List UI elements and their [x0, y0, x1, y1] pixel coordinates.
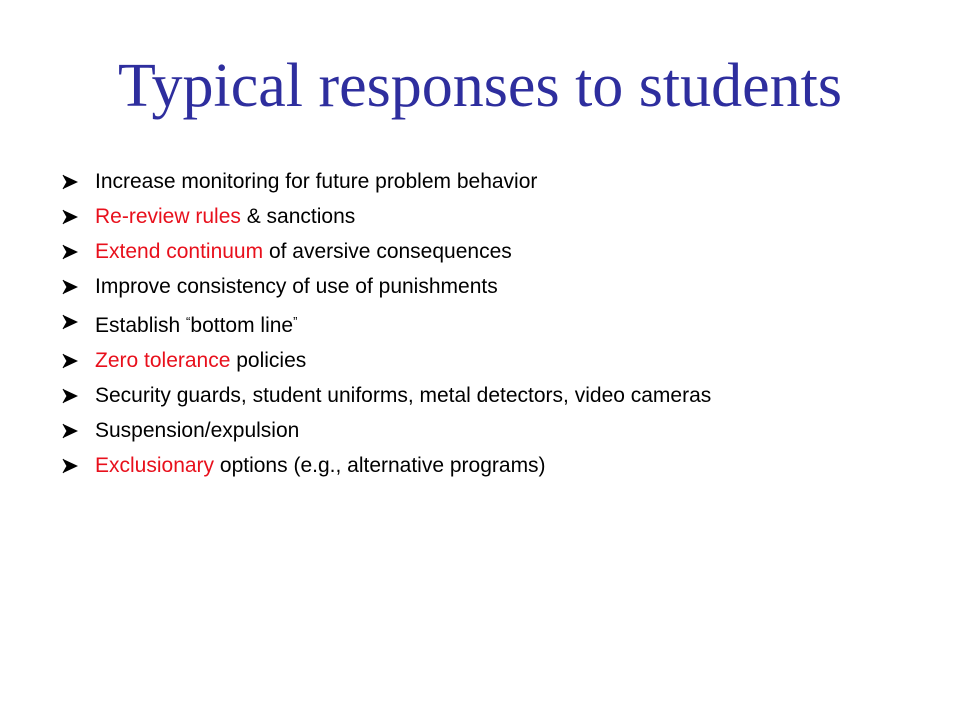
bullet-arrow-icon — [62, 310, 82, 336]
bullet-item — [62, 349, 822, 372]
bullet-arrow-icon — [62, 275, 82, 301]
bullet-text-segment: ” — [293, 314, 298, 329]
highlighted-phrase: Exclusionary — [95, 454, 215, 477]
bullet-item — [62, 205, 822, 228]
bullet-item — [62, 275, 822, 298]
bullet-arrow-icon — [62, 205, 82, 231]
bullet-arrow-icon — [62, 170, 82, 196]
bullet-text-segment: Suspension/expulsion — [95, 419, 300, 442]
bullet-text-segment: Security guards, student uniforms, metal detectors, video cameras — [95, 384, 712, 407]
slide-title: Typical responses to students — [117, 52, 843, 120]
bullet-item — [62, 170, 822, 193]
bullet-text-segment: Improve consistency of use of punishments — [95, 275, 498, 298]
bullet-text-segment: & sanctions — [240, 205, 356, 228]
bullet-text-segment: of aversive consequences — [263, 240, 512, 263]
bullet-text — [95, 205, 355, 228]
bullet-arrow-icon — [62, 419, 82, 445]
bullet-text — [95, 240, 512, 263]
bullet-text-segment: bottom line — [190, 314, 294, 337]
bullet-item — [62, 419, 822, 442]
bullet-text — [95, 419, 299, 442]
bullet-list — [62, 170, 822, 489]
bullet-text-segment: policies — [230, 349, 307, 372]
bullet-item — [62, 384, 822, 407]
highlighted-phrase: Extend continuum — [95, 240, 264, 263]
bullet-text-segment: “ — [186, 314, 191, 329]
bullet-text-segment: Increase monitoring for future problem behavior — [95, 170, 538, 193]
bullet-text-segment: Establish — [95, 314, 187, 337]
highlighted-phrase: Re-review rules — [95, 205, 241, 228]
bullet-text — [95, 314, 297, 337]
bullet-text-segment: options (e.g., alternative programs) — [214, 454, 546, 477]
bullet-arrow-icon — [62, 454, 82, 480]
bullet-text — [95, 454, 546, 477]
bullet-item — [62, 454, 822, 477]
bullet-arrow-icon — [62, 240, 82, 266]
bullet-arrow-icon — [62, 349, 82, 375]
bullet-text — [95, 349, 306, 372]
bullet-arrow-icon — [62, 384, 82, 410]
bullet-text — [95, 170, 537, 193]
bullet-item — [62, 240, 822, 263]
bullet-text — [95, 384, 711, 407]
bullet-item — [62, 310, 822, 337]
highlighted-phrase: Zero tolerance — [95, 349, 231, 372]
bullet-text — [95, 275, 498, 298]
